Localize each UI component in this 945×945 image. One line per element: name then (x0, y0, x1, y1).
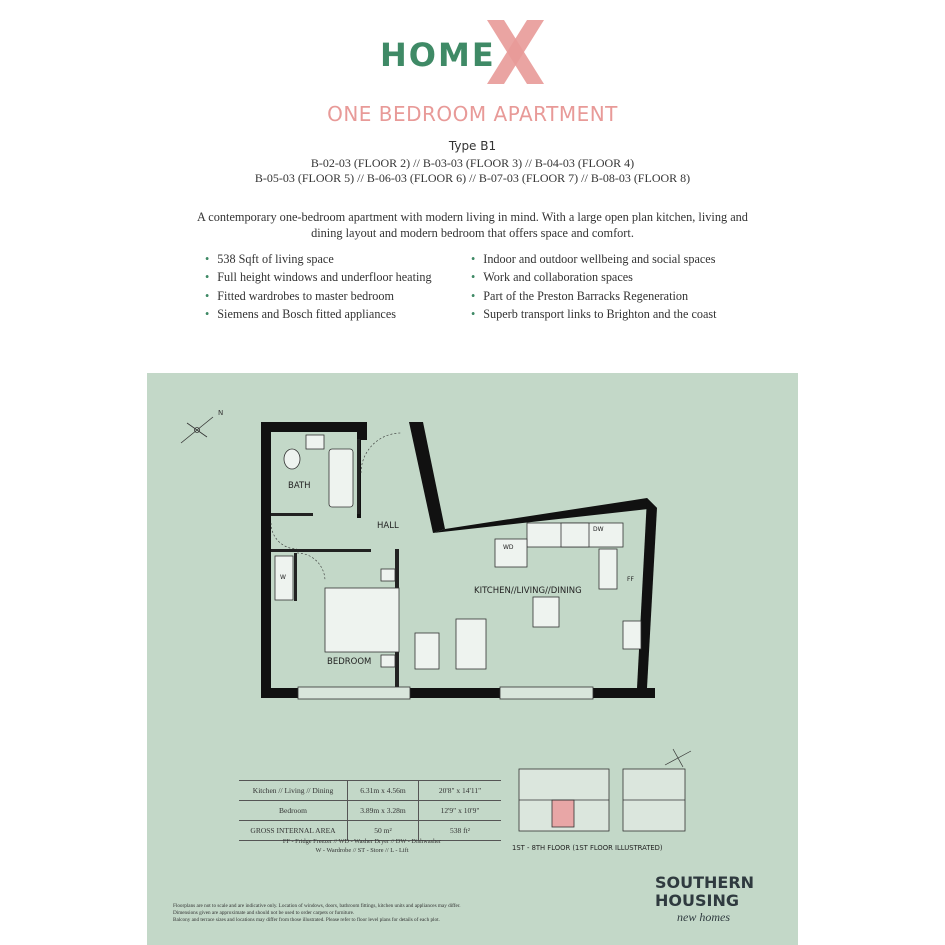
bullet-icon: • (471, 252, 476, 266)
apartment-description: A contemporary one-bedroom apartment with modern living in mind. With a large open plan kitchen, living and dining layout and modern bedroom that offers space and comfort. (197, 210, 748, 240)
feature-item: • Work and collaboration spaces (471, 270, 633, 285)
room-label-hall: HALL (377, 521, 399, 531)
room-label-bedroom: BEDROOM (327, 657, 372, 667)
table-row: Kitchen // Living // Dining 6.31m x 4.56m 20'8" x 14'11" (239, 781, 501, 801)
table-row: GROSS INTERNAL AREA 50 m² 538 ft² (239, 821, 501, 841)
feature-item: • Full height windows and underfloor heating (205, 270, 432, 285)
living-furniture (415, 523, 641, 669)
compass-icon (181, 409, 223, 443)
feature-item: • Part of the Preston Barracks Regeneration (471, 288, 689, 303)
fixture-label-wd: WD (503, 544, 514, 551)
fixture-label-dw: DW (593, 526, 604, 533)
svg-text:N: N (218, 409, 224, 417)
bullet-icon: • (205, 252, 210, 266)
feature-item: • 538 Sqft of living space (205, 252, 334, 266)
feature-item: • Siemens and Bosch fitted appliances (205, 306, 396, 321)
fixture-label-w: W (280, 574, 286, 581)
abbreviation-key: FF - Fridge Freezer // WD - Washer Dryer // DW - Dishwasher W - Wardrobe // ST - Store // L - Lift (282, 838, 442, 854)
unit-list-line-1: B-02-03 (FLOOR 2) // B-03-03 (FLOOR 3) // B-04-03 (FLOOR 4) (310, 156, 635, 170)
bullet-icon: • (471, 288, 476, 303)
bullet-icon: • (205, 288, 210, 303)
homex-logo (380, 20, 560, 90)
feature-item: • Indoor and outdoor wellbeing and social spaces (471, 252, 716, 266)
bullet-icon: • (205, 306, 210, 321)
keyplan-compass-icon (665, 749, 691, 767)
bedroom-furniture (275, 556, 399, 667)
apartment-type: Type B1 (448, 139, 497, 153)
feature-item: • Fitted wardrobes to master bedroom (205, 288, 394, 303)
features-left (205, 250, 432, 323)
table-row: Bedroom 3.89m x 3.28m 12'9" x 10'9" (239, 801, 501, 821)
logo-x-mark (484, 20, 546, 84)
features-right (471, 250, 717, 323)
fixture-label-ff: FF (627, 576, 634, 583)
bullet-icon: • (205, 270, 210, 285)
bathroom-fittings (284, 435, 353, 507)
keyplan-map (519, 769, 685, 831)
dimensions-table (239, 780, 501, 841)
bullet-icon: • (471, 306, 476, 321)
room-label-kitchen-living-dining: KITCHEN//LIVING//DINING (474, 586, 582, 596)
logo-text: HOME (380, 36, 496, 74)
bullet-icon: • (471, 270, 476, 285)
floorplan-panel (147, 373, 798, 945)
keyplan-caption: 1ST - 8TH FLOOR (1ST FLOOR ILLUSTRATED) (512, 844, 663, 852)
page-title: ONE BEDROOM APARTMENT (327, 102, 618, 126)
feature-item: • Superb transport links to Brighton and the coast (471, 306, 717, 321)
unit-list-line-2: B-05-03 (FLOOR 5) // B-06-03 (FLOOR 6) // B-07-03 (FLOOR 7) // B-08-03 (FLOOR 8) (254, 171, 691, 185)
disclaimer: Floorplans are not to scale and are indicative only. Location of windows, doors, bathroom fittings, kitchen units and appliances may differ. Dimensions given are approximate and should not be used to order carpets or furniture. Balcony and terrace sizes and locations may differ from those illustrated. Please refer to floor level plans for details of each plot. (173, 903, 461, 923)
room-label-bath: BATH (288, 481, 311, 491)
developer-logo: SOUTHERN HOUSING (655, 873, 755, 910)
floorplan-drawing (147, 373, 798, 945)
developer-tagline: new homes (677, 910, 730, 924)
